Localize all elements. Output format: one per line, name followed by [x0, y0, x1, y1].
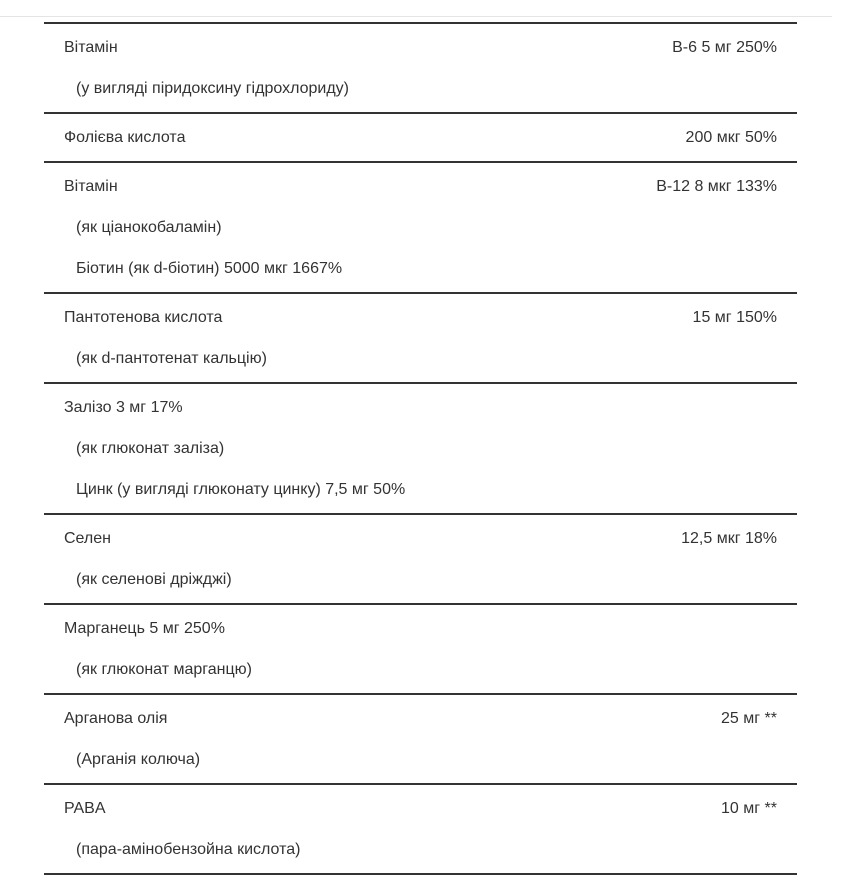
ingredient-amount: B-12 8 мкг 133%: [656, 178, 777, 195]
top-divider: [0, 16, 832, 17]
ingredient-name: Вітамін: [64, 178, 118, 195]
ingredient-amount: 200 мкг 50%: [685, 129, 777, 146]
table-row: [44, 22, 797, 112]
ingredient-name: Пантотенова кислота: [64, 309, 223, 326]
row-main-line: [64, 704, 777, 733]
table-row: [44, 382, 797, 513]
row-main-line: [64, 33, 777, 62]
ingredient-name: Селен: [64, 530, 111, 547]
ingredient-note: (Арганія колюча): [76, 751, 201, 768]
ingredient-name: Залізо 3 мг 17%: [64, 399, 183, 416]
row-main-line: [64, 393, 777, 422]
row-main-line: [64, 614, 777, 643]
ingredient-name: Марганець 5 мг 250%: [64, 620, 225, 637]
ingredient-note: Біотин (як d-біотин) 5000 мкг 1667%: [76, 260, 343, 277]
ingredient-name: Арганова олія: [64, 710, 168, 727]
row-main-line: [64, 123, 777, 152]
ingredient-amount: 15 мг 150%: [692, 309, 777, 326]
row-main-line: [64, 172, 777, 201]
table-row: [44, 513, 797, 603]
ingredient-name: PABA: [64, 800, 106, 817]
ingredient-amount: 12,5 мкг 18%: [681, 530, 777, 547]
table-row: [44, 161, 797, 292]
row-main-line: [64, 794, 777, 823]
ingredient-note: (як ціанокобаламін): [76, 219, 222, 236]
table-row: [44, 112, 797, 161]
ingredient-name: Фолієва кислота: [64, 129, 186, 146]
row-main-line: [64, 524, 777, 553]
ingredient-note: (як глюконат марганцю): [76, 661, 252, 678]
ingredient-name: Вітамін: [64, 39, 118, 56]
table-row: [44, 292, 797, 382]
ingredient-note: (як селенові дріжджі): [76, 571, 232, 588]
ingredient-amount: B-6 5 мг 250%: [672, 39, 777, 56]
supplement-facts-table: [44, 22, 797, 875]
ingredient-note: Цинк (у вигляді глюконату цинку) 7,5 мг 50%: [76, 481, 406, 498]
ingredient-amount: 25 мг **: [721, 710, 777, 727]
ingredient-amount: 10 мг **: [721, 800, 777, 817]
row-main-line: [64, 303, 777, 332]
table-row: [44, 693, 797, 783]
ingredient-note: (як d-пантотенат кальцію): [76, 350, 267, 367]
table-row: [44, 603, 797, 693]
ingredient-note: (як глюконат заліза): [76, 440, 225, 457]
ingredient-note: (у вигляді піридоксину гідрохлориду): [76, 80, 349, 97]
ingredient-note: (пара-амінобензойна кислота): [76, 841, 301, 858]
table-row: [44, 783, 797, 875]
